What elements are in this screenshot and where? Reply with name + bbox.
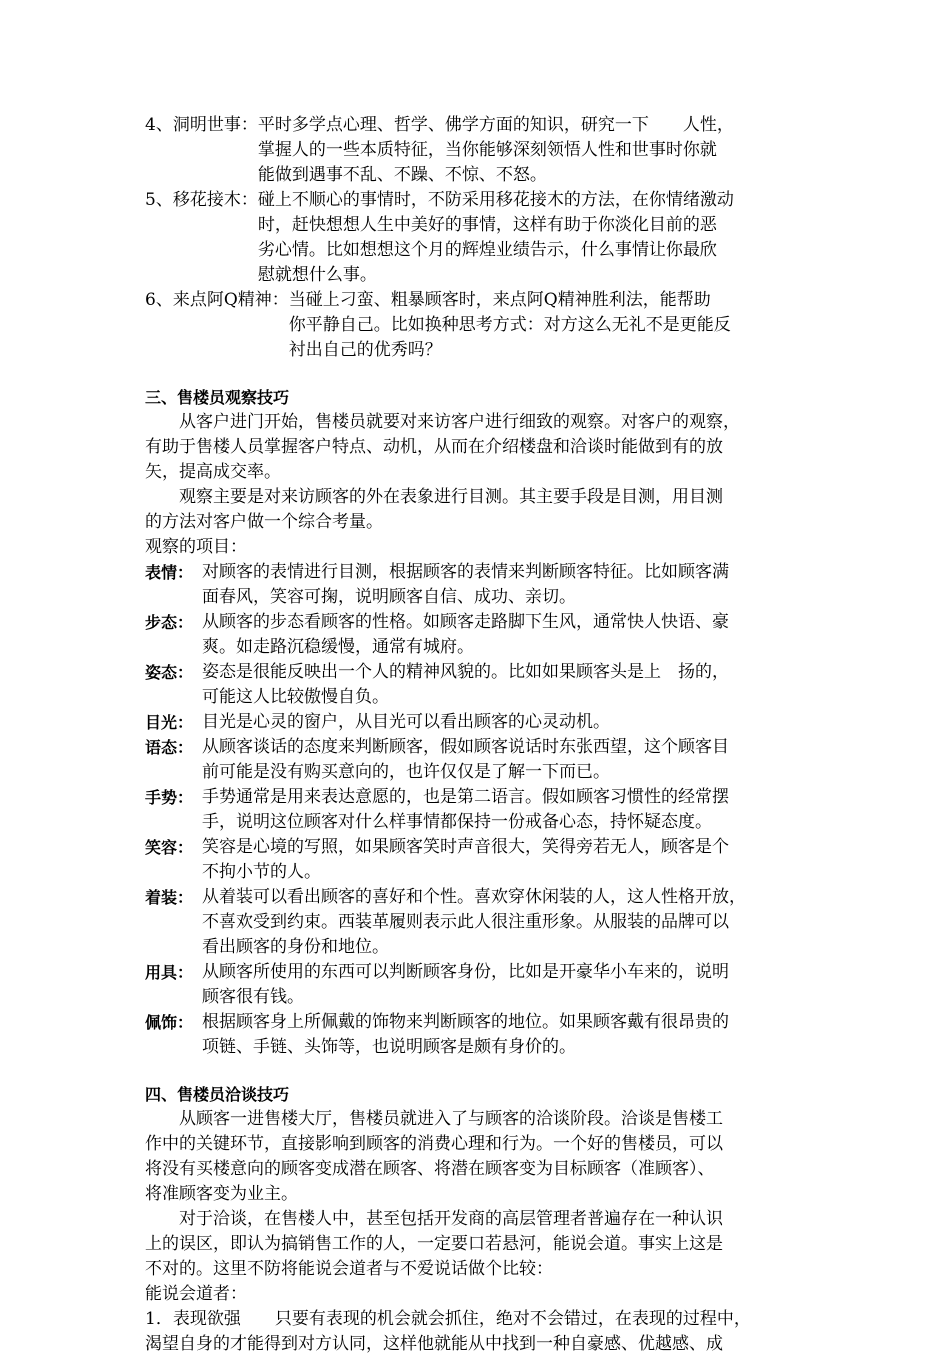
observation-item: [145, 835, 815, 885]
observation-label: 笑容：: [145, 838, 194, 857]
observation-line: 手，说明这位顾客对什么样事情都保持一份戒备心态，持怀疑态度。: [202, 812, 712, 832]
tip-line: 掌握人的一些本质特征，当你能够深刻领悟人性和世事时你就: [257, 140, 717, 160]
observation-item: [145, 785, 815, 835]
observation-item: [145, 710, 815, 735]
observation-line: 对顾客的表情进行目测，根据顾客的表情来判断顾客特征。比如顾客满: [202, 562, 729, 582]
tip-label: 4、洞明世事：: [145, 115, 258, 135]
observation-label: 目光：: [145, 713, 194, 732]
tip-line: 能做到遇事不乱、不躁、不惊、不怒。: [257, 165, 547, 185]
tip-line: 时，赶快想想人生中美好的事情，这样有助于你淡化目前的恶: [257, 215, 717, 235]
paragraph-line: 不对的。这里不防将能说会道者与不爱说话做个比较：: [145, 1259, 553, 1279]
observation-item: [145, 660, 815, 710]
observation-label: 步态：: [145, 613, 194, 632]
observation-line: 从顾客谈话的态度来判断顾客，假如顾客说话时东张西望，这个顾客目: [202, 737, 729, 757]
observation-label: 姿态：: [145, 663, 194, 682]
tip-item: [145, 188, 815, 288]
observation-label: 表情：: [145, 563, 194, 582]
observation-item: [145, 560, 815, 610]
tip-item: [145, 288, 815, 363]
paragraph-line: 的方法对客户做一个综合考量。: [145, 512, 383, 532]
observation-label: 佩饰：: [145, 1013, 194, 1032]
observation-label: 用具：: [145, 963, 194, 982]
observation-label: 手势：: [145, 788, 194, 807]
paragraph-line: 从顾客一进售楼大厅，售楼员就进入了与顾客的洽谈阶段。洽谈是售楼工: [179, 1109, 723, 1129]
observation-line: 看出顾客的身份和地位。: [202, 937, 389, 957]
observation-line: 从顾客所使用的东西可以判断顾客身份，比如是开豪华小车来的，说明: [202, 962, 729, 982]
observation-line: 项链、手链、头饰等，也说明顾客是颇有身价的。: [202, 1037, 576, 1057]
observation-item: [145, 610, 815, 660]
observation-line: 从着装可以看出顾客的喜好和个性。喜欢穿休闲装的人，这人性格开放，: [202, 887, 746, 907]
paragraph-line: 有助于售楼人员掌握客户特点、动机，从而在介绍楼盘和洽谈时能做到有的放: [145, 437, 723, 457]
observation-line: 根据顾客身上所佩戴的饰物来判断顾客的地位。如果顾客戴有很昂贵的: [202, 1012, 729, 1032]
observation-line: 可能这人比较傲慢自负。: [202, 687, 389, 707]
paragraph-line: 从客户进门开始，售楼员就要对来访客户进行细致的观察。对客户的观察，: [179, 412, 740, 432]
paragraph-line: 将准顾客变为业主。: [145, 1184, 298, 1204]
section-heading: 四、售楼员洽谈技巧: [145, 1085, 290, 1104]
sub-title: 能说会道者：: [145, 1284, 247, 1304]
tip-line: 劣心情。比如想想这个月的辉煌业绩告示，什么事情让你最欣: [257, 240, 717, 260]
observation-line: 姿态是很能反映出一个人的精神风貌的。比如如果顾客头是上 扬的，: [202, 662, 729, 682]
tip-line: 平时多学点心理、哲学、佛学方面的知识，研究一下 人性，: [257, 115, 734, 135]
observation-label: 语态：: [145, 738, 194, 757]
paragraph-line: 作中的关键环节，直接影响到顾客的消费心理和行为。一个好的售楼员，可以: [145, 1134, 723, 1154]
observation-line: 手势通常是用来表达意愿的，也是第二语言。假如顾客习惯性的经常摆: [202, 787, 729, 807]
paragraph-line: 将没有买楼意向的顾客变成潜在顾客、将潜在顾客变为目标顾客（准顾客）、: [145, 1159, 715, 1179]
tip-line: 碰上不顺心的事情时，不防采用移花接木的方法，在你情绪激动: [257, 190, 734, 210]
observation-line: 从顾客的步态看顾客的性格。如顾客走路脚下生风，通常快人快语、豪: [202, 612, 729, 632]
paragraph-line: 观察主要是对来访顾客的外在表象进行目测。其主要手段是目测，用目测: [179, 487, 723, 507]
observation-item: [145, 1010, 815, 1060]
observation-line: 不喜欢受到约束。西装革履则表示此人很注重形象。从服装的品牌可以: [202, 912, 729, 932]
tip-line: 慰就想什么事。: [257, 265, 377, 285]
observation-line: 面春风，笑容可掬，说明顾客自信、成功、亲切。: [202, 587, 576, 607]
observation-line: 顾客很有钱。: [202, 987, 304, 1007]
observation-line: 前可能是没有购买意向的，也许仅仅是了解一下而已。: [202, 762, 610, 782]
paragraph-line: 矢，提高成交率。: [145, 462, 281, 482]
tips-list: [145, 113, 815, 363]
observation-item: [145, 885, 815, 960]
tip-label: 6、来点阿Q精神：: [145, 290, 289, 310]
observation-line: 爽。如走路沉稳缓慢，通常有城府。: [202, 637, 474, 657]
tip-line: 你平静自己。比如换种思考方式：对方这么无礼不是更能反: [288, 315, 731, 335]
section-heading: 三、售楼员观察技巧: [145, 388, 290, 407]
paragraph-line: 渴望自身的才能得到对方认同，这样他就能从中找到一种自豪感、优越感、成: [145, 1334, 723, 1354]
document-page: [145, 113, 815, 1357]
observation-item: [145, 960, 815, 1010]
tip-label: 5、移花接木：: [145, 190, 258, 210]
observation-line: 笑容是心境的写照，如果顾客笑时声音很大，笑得旁若无人，顾客是个: [202, 837, 729, 857]
items-title: 观察的项目：: [145, 537, 247, 557]
paragraph-line: 对于洽谈，在售楼人中，甚至包括开发商的高层管理者普遍存在一种认识: [179, 1209, 723, 1229]
paragraph-line: 1．表现欲强 只要有表现的机会就会抓住，绝对不会错过，在表现的过程中，: [145, 1309, 751, 1329]
tip-item: [145, 113, 815, 188]
observation-line: 目光是心灵的窗户，从目光可以看出顾客的心灵动机。: [202, 712, 610, 732]
paragraph-line: 上的误区，即认为搞销售工作的人，一定要口若悬河，能说会道。事实上这是: [145, 1234, 723, 1254]
observation-list: [145, 560, 815, 1060]
observation-label: 着装：: [145, 888, 194, 907]
observation-item: [145, 735, 815, 785]
observation-line: 不拘小节的人。: [202, 862, 321, 882]
tip-line: 当碰上刁蛮、粗暴顾客时，来点阿Q精神胜利法，能帮助: [288, 290, 711, 310]
tip-line: 衬出自己的优秀吗？: [288, 340, 442, 360]
